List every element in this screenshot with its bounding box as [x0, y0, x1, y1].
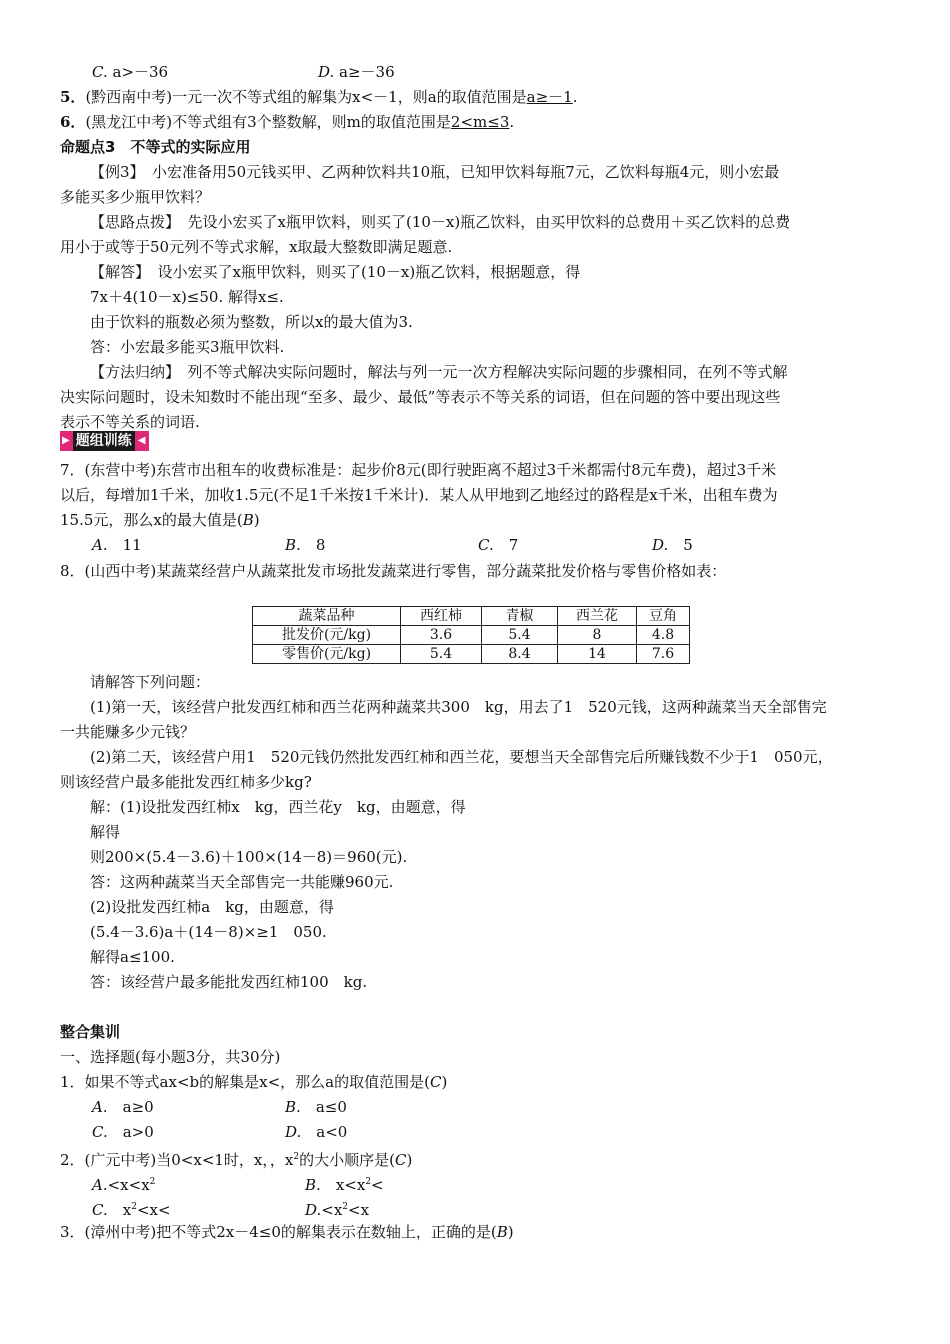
q8-solution-line: (5.4－3.6)a＋(14－8)×≥1 050. — [90, 923, 327, 941]
question-7-line: 7．(东营中考)东营市出租车的收费标准是：起步价8元(即行驶距离不超过3千米都需付8元车费)，超过3千米 — [60, 461, 777, 479]
q2-option-c: C. $x^2<x<$ — [92, 1201, 171, 1219]
q8-solution-line: 解得a≤100. — [90, 948, 175, 966]
table-cell: 4.8 — [637, 626, 690, 645]
table-cell: 青椒 — [482, 607, 558, 626]
table-cell: 8 — [558, 626, 637, 645]
method-line: 决实际问题时，设未知数时不能出现“至多、最少、最低”等表示不等关系的词语，但在问题的答中要出现这些 — [60, 388, 781, 406]
example-3-line: 【例3】 小宏准备用50元钱买甲、乙两种饮料共10瓶，已知甲饮料每瓶7元，乙饮料每瓶4元，则小宏最 — [90, 163, 780, 181]
q7-option-c: C. 7 — [478, 536, 519, 554]
q8-solution-line: (2)设批发西红柿a kg，由题意，得 — [90, 898, 334, 916]
option-c: C. a>－36 — [92, 63, 169, 81]
q8-solution-line: 答：该经营户最多能批发西红柿100 kg. — [90, 973, 368, 991]
q8-line: (2)第二天，该经营户用1 520元钱仍然批发西红柿和西兰花，要想当天全部售完后所赚钱数不少于1 050元， — [90, 748, 833, 766]
solution-line: 7x＋4(10－x)≤50. 解得x≤. — [90, 288, 284, 306]
question-6: 6．(黑龙江中考)不等式组有3个整数解，则m的取值范围是2<m≤3. — [60, 113, 515, 131]
hint-line: 【思路点拨】 先设小宏买了x瓶甲饮料，则买了(10－x)瓶乙饮料，由买甲饮料的总费用＋买乙饮料的总费 — [90, 213, 791, 231]
section-title: 命题点3 不等式的实际应用 — [60, 138, 251, 156]
table-row — [253, 626, 690, 645]
training-tag — [60, 431, 149, 451]
q8-prompt: 请解答下列问题： — [90, 673, 211, 691]
method-line: 【方法归纳】 列不等式解决实际问题时，解法与列一元一次方程解决实际问题的步骤相同，在列不等式解 — [90, 363, 788, 381]
q2-option-d: $D.<x^2<x$ — [305, 1201, 370, 1219]
q7-option-d: D. 5 — [652, 536, 693, 554]
table-cell: 豆角 — [637, 607, 690, 626]
question-7-line: 以后，每增加1千米，加收1.5元(不足1千米按1千米计)．某人从甲地到乙地经过的路程是x千米，出租车费为 — [60, 486, 778, 504]
training-label: 题组训练 — [73, 431, 135, 451]
q8-line: 一共能赚多少元钱？ — [60, 723, 196, 741]
table-cell: 5.4 — [482, 626, 558, 645]
solution-line: 由于饮料的瓶数必须为整数，所以x的最大值为3. — [90, 313, 413, 331]
option-d: D. a≥－36 — [318, 63, 395, 81]
q1-option-d: D. a<0 — [285, 1123, 348, 1141]
table-row — [253, 645, 690, 664]
q2-option-a: $A.<x<x^2$ — [92, 1176, 156, 1194]
q8-solution-line: 答：这两种蔬菜当天全部售完一共能赚960元. — [90, 873, 394, 891]
table-cell: 零售价(元/kg) — [253, 645, 401, 664]
integrate-question-1: 1．如果不等式ax<b的解集是x<，那么a的取值范围是(C) — [60, 1073, 448, 1091]
q1-option-c: C. a>0 — [92, 1123, 154, 1141]
solution-line: 【解答】 设小宏买了x瓶甲饮料，则买了(10－x)瓶乙饮料，根据题意，得 — [90, 263, 581, 281]
table-cell: 14 — [558, 645, 637, 664]
q8-solution-line: 解得 — [90, 823, 121, 841]
q1-option-a: A. a≥0 — [92, 1098, 154, 1116]
table-cell: 西红柿 — [401, 607, 482, 626]
table-cell: 蔬菜品种 — [253, 607, 401, 626]
q8-solution-line: 则200×(5.4－3.6)＋100×(14－8)＝960(元). — [90, 848, 408, 866]
question-7-line: 15.5元，那么x的最大值是(B) — [60, 511, 260, 529]
hint-line: 用小于或等于50元列不等式求解，x取最大整数即满足题意. — [60, 238, 453, 256]
question-5: 5．(黔西南中考)一元一次不等式组的解集为x<－1，则a的取值范围是a≥－1. — [60, 88, 578, 106]
integrate-title: 整合集训 — [60, 1023, 121, 1041]
method-line: 表示不等关系的词语. — [60, 413, 200, 431]
integrate-question-3: 3．(漳州中考)把不等式2x－4≤0的解集表示在数轴上，正确的是(B) — [60, 1223, 514, 1241]
question-8-line: 8．(山西中考)某蔬菜经营户从蔬菜批发市场批发蔬菜进行零售，部分蔬菜批发价格与零售价格如表： — [60, 562, 727, 580]
table-header-row — [253, 607, 690, 626]
table-cell: 3.6 — [401, 626, 482, 645]
arrow-right-icon: ▶ — [62, 435, 70, 446]
table-cell: 8.4 — [482, 645, 558, 664]
q1-option-b: B. a≤0 — [285, 1098, 347, 1116]
part-one-heading: 一、选择题(每小题3分，共30分) — [60, 1048, 281, 1066]
q8-solution-line: 解：(1)设批发西红柿x kg，西兰花y kg，由题意，得 — [90, 798, 466, 816]
q8-line: 则该经营户最多能批发西红柿多少kg? — [60, 773, 312, 791]
arrow-left-icon: ◀ — [137, 435, 146, 446]
integrate-question-2: 2．(广元中考)当0<x<1时，x，，$x^2$的大小顺序是(C) — [60, 1151, 413, 1169]
example-3-line: 多能买多少瓶甲饮料？ — [60, 188, 211, 206]
price-table — [252, 606, 690, 664]
solution-line: 答：小宏最多能买3瓶甲饮料. — [90, 338, 285, 356]
q8-line: (1)第一天，该经营户批发西红柿和西兰花两种蔬菜共300 kg，用去了1 520元钱，这两种蔬菜当天全部售完 — [90, 698, 827, 716]
table-cell: 7.6 — [637, 645, 690, 664]
q7-option-a: A. 11 — [92, 536, 142, 554]
table-cell: 5.4 — [401, 645, 482, 664]
q7-option-b: B. 8 — [285, 536, 326, 554]
table-cell: 批发价(元/kg) — [253, 626, 401, 645]
table-cell: 西兰花 — [558, 607, 637, 626]
q2-option-b: B. $x<x^2<$ — [305, 1176, 384, 1194]
